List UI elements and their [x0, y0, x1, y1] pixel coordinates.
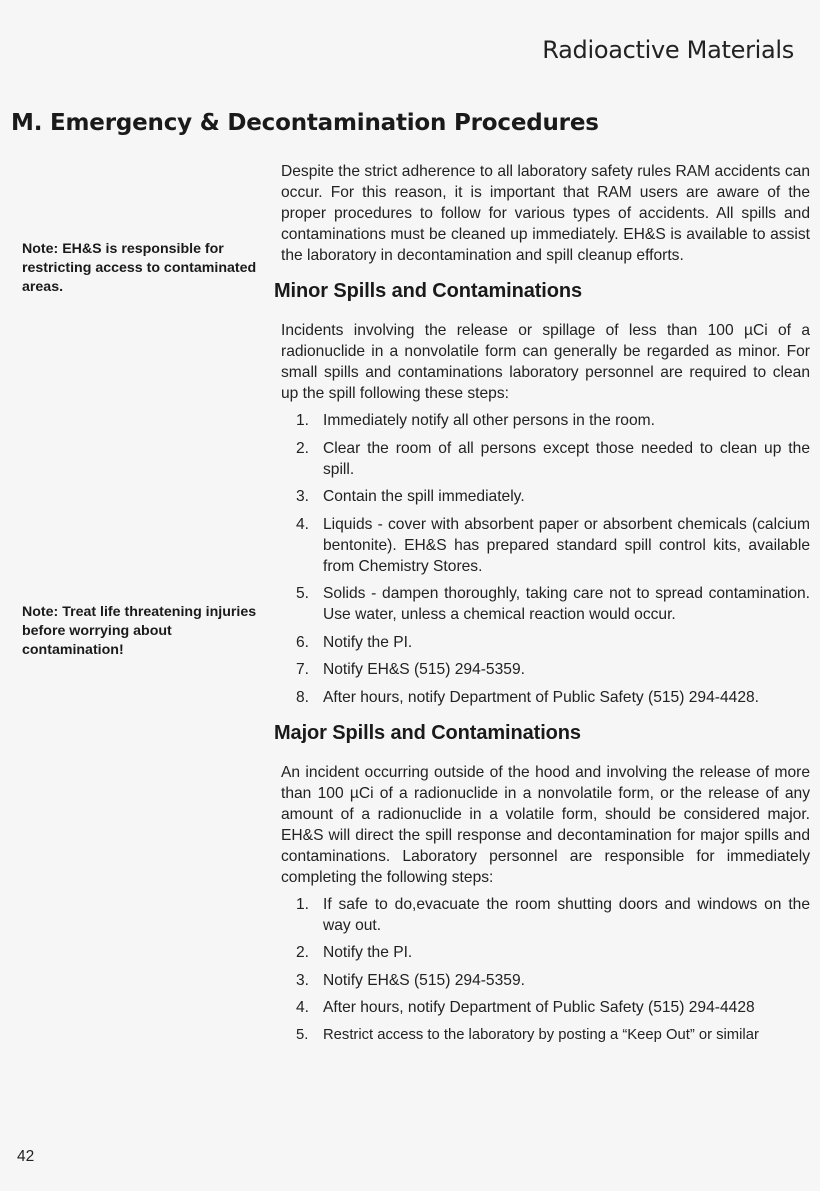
- side-note-injuries: Note: Treat life threatening injuries before worrying about contamination!: [22, 604, 257, 658]
- running-header: Radioactive Materials: [542, 36, 794, 64]
- step-number: 5.: [296, 585, 310, 602]
- step-text: After hours, notify Department of Public Safety (515) 294-4428: [323, 999, 755, 1016]
- step-number: 2.: [296, 439, 310, 457]
- step-text: Contain the spill immediately.: [323, 488, 525, 505]
- step-text: Immediately notify all other persons in the room.: [323, 412, 655, 429]
- main-column: [274, 161, 810, 1052]
- list-item: [274, 514, 810, 577]
- list-item: [274, 438, 810, 480]
- list-item: [274, 894, 810, 936]
- section-title: M. Emergency & Decontamination Procedures: [11, 110, 599, 136]
- step-text: Notify EH&S (515) 294-5359.: [323, 661, 525, 678]
- list-item: [274, 583, 810, 625]
- list-item: [274, 970, 810, 991]
- step-number: 4.: [296, 515, 310, 533]
- list-item: [274, 1025, 810, 1046]
- list-item: [274, 486, 810, 507]
- step-number: 4.: [296, 999, 310, 1016]
- step-number: 3.: [296, 971, 310, 989]
- list-item: [274, 997, 810, 1018]
- step-text: Clear the room of all persons except those needed to clean up the spill.: [323, 439, 810, 478]
- major-spills-paragraph: An incident occurring outside of the hood and involving the release of more than 100 µCi of a radionuclide in a nonvolatile form, or the release of any amount of a radionuclide in a volatile form, should be considered major. EH&S will direct the spill response and decontamination for major spills and contaminations. Laboratory personnel are responsible for immediately completing the following steps:: [281, 763, 810, 886]
- step-number: 1.: [296, 895, 310, 913]
- list-item: [274, 632, 810, 653]
- step-text: Notify EH&S (515) 294-5359.: [323, 971, 525, 989]
- page-number: 42: [17, 1148, 35, 1165]
- step-number: 2.: [296, 944, 310, 961]
- side-note-access: Note: EH&S is responsible for restricting access to contaminated areas.: [22, 241, 257, 295]
- major-spills-heading: Major Spills and Contaminations: [274, 721, 581, 744]
- list-item: [274, 410, 810, 431]
- step-number: 3.: [296, 488, 310, 505]
- major-steps-list: [274, 894, 810, 1046]
- step-number: 7.: [296, 661, 310, 678]
- step-number: 1.: [296, 412, 310, 429]
- step-text: Solids - dampen thoroughly, taking care not to spread contamination. Use water, unless a chemical reaction would occur.: [323, 585, 810, 623]
- step-text: Liquids - cover with absorbent paper or absorbent chemicals (calcium bentonite). EH&S has prepared standard spill control kits, available from Chemistry Stores.: [323, 515, 810, 575]
- list-item: [274, 942, 810, 963]
- step-text: If safe to do,evacuate the room shutting doors and windows on the way out.: [323, 895, 810, 934]
- step-text: Notify the PI.: [323, 633, 413, 651]
- list-item: [274, 659, 810, 680]
- step-text: Notify the PI.: [323, 944, 413, 961]
- step-text: Restrict access to the laboratory by posting a “Keep Out” or similar: [323, 1026, 759, 1043]
- step-number: 8.: [296, 688, 310, 706]
- minor-steps-list: [274, 410, 810, 708]
- minor-spills-paragraph: Incidents involving the release or spillage of less than 100 µCi of a radionuclide in a nonvolatile form can generally be regarded as minor. For small spills and contaminations laboratory personnel are required to clean up the spill following these steps:: [281, 322, 810, 402]
- list-item: [274, 687, 810, 708]
- step-number: 6.: [296, 633, 310, 651]
- step-text: After hours, notify Department of Public Safety (515) 294-4428.: [323, 688, 759, 706]
- step-number: 5.: [296, 1026, 309, 1043]
- minor-spills-heading: Minor Spills and Contaminations: [274, 280, 583, 302]
- intro-paragraph: Despite the strict adherence to all laboratory safety rules RAM accidents can occur. For this reason, it is important that RAM users are aware of the proper procedures to follow for various types of accidents. All spills and contaminations must be cleaned up immediately. EH&S is available to assist the laboratory in decontamination and spill cleanup efforts.: [281, 163, 810, 264]
